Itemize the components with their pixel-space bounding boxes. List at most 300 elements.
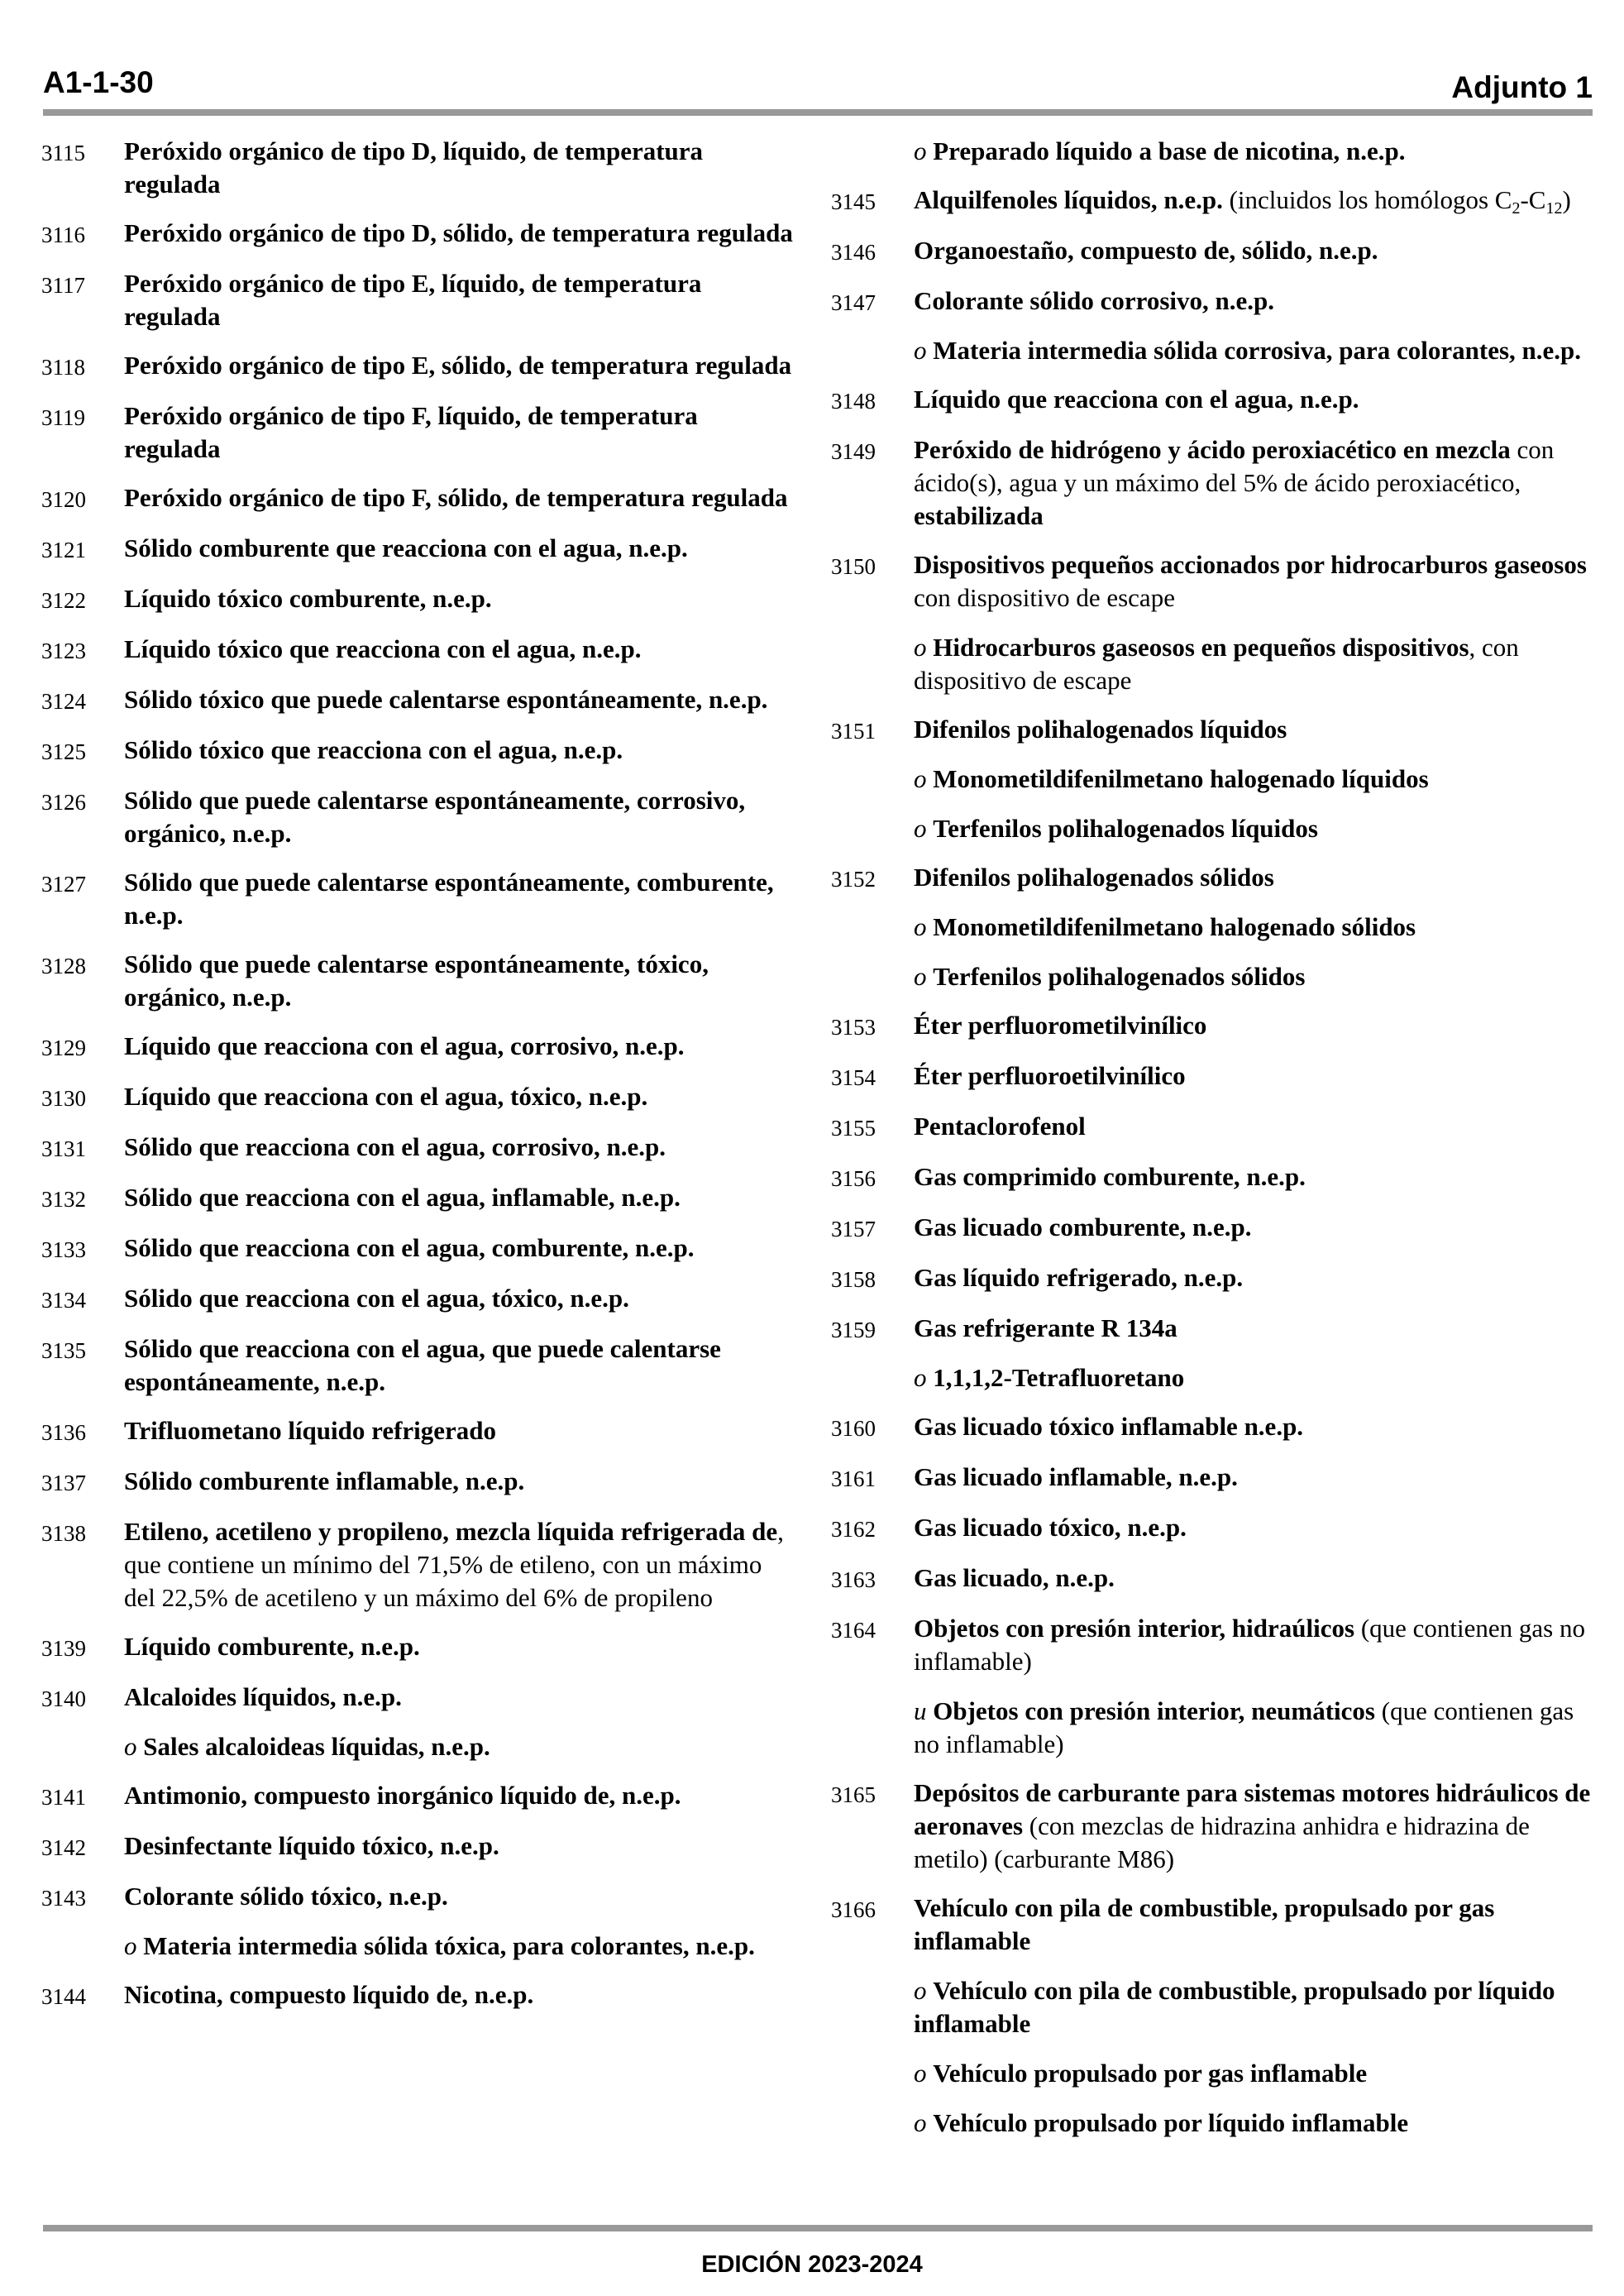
bold-text: Organoestaño, compuesto de, sólido, n.e.p.: [914, 236, 1378, 265]
un-number: 3162: [831, 1517, 876, 1542]
bold-text: Terfenilos polihalogenados líquidos: [933, 814, 1318, 843]
plain-text: (con mezclas de hidrazina anhidra e hidrazina de metilo) (carburante M86): [914, 1811, 1530, 1873]
bold-text: Peróxido orgánico de tipo E, líquido, de temperatura regulada: [124, 269, 702, 331]
plain-text: (incluidos los homólogos C: [1222, 185, 1512, 214]
plain-text: ): [1562, 185, 1571, 214]
entry-line: [124, 1232, 794, 1265]
bold-text: Vehículo con pila de combustible, propulsado por líquido inflamable: [914, 1976, 1555, 2038]
un-entry: [41, 481, 794, 516]
entry-line: [914, 1110, 1592, 1143]
entry-description: [914, 1060, 1592, 1093]
edition-footer: EDICIÓN 2023-2024: [701, 2251, 923, 2278]
entry-line: [914, 1892, 1592, 1958]
alternative-name-line: [914, 1695, 1592, 1761]
un-entry: [831, 433, 1592, 533]
entry-line: [914, 1562, 1592, 1595]
un-entry: [831, 1562, 1592, 1596]
plain-text: con ácido(s), agua y un máximo del 5% de ácido peroxiacético,: [914, 435, 1555, 497]
bold-text: Sólido que reacciona con el agua, corrosivo, n.e.p.: [124, 1132, 666, 1161]
bold-text: Sólido que reacciona con el agua, que puede calentarse espontáneamente, n.e.p.: [124, 1334, 721, 1396]
bold-text: Vehículo propulsado por gas inflamable: [933, 2059, 1368, 2088]
un-number: 3115: [41, 141, 85, 165]
entry-description: [914, 1410, 1592, 1443]
bold-text: Peróxido orgánico de tipo F, líquido, de temperatura regulada: [124, 401, 698, 463]
un-entry: [41, 1414, 794, 1449]
entry-line: [124, 1414, 794, 1447]
entry-description: [914, 184, 1592, 217]
plain-text: -C: [1520, 185, 1546, 214]
subscript-text: 2: [1512, 199, 1521, 218]
entry-description: [914, 1160, 1592, 1193]
un-entry: [41, 1181, 794, 1216]
un-entry: [831, 1211, 1592, 1246]
un-number: 3136: [41, 1420, 86, 1445]
entry-line: [124, 1465, 794, 1498]
entry-line: [914, 1461, 1592, 1494]
un-entry: [831, 135, 1592, 168]
entry-description: [124, 1030, 794, 1063]
entry-line: [124, 1978, 794, 2011]
un-number: 3120: [41, 487, 86, 512]
un-number: 3159: [831, 1318, 876, 1342]
bold-text: Peróxido orgánico de tipo E, sólido, de temperatura regulada: [124, 351, 792, 380]
un-entry: [41, 1880, 794, 1963]
bold-text: Gas comprimido comburente, n.e.p.: [914, 1162, 1306, 1191]
un-entry: [41, 784, 794, 850]
plain-text: , que contiene un mínimo del 71,5% de etileno, con un máximo del 22,5% de acetileno y un máximo del 6% de propileno: [124, 1517, 784, 1612]
entry-line: [124, 217, 794, 250]
connector-text: u: [914, 1696, 934, 1725]
bold-text: Peróxido de hidrógeno y ácido peroxiacético en mezcla: [914, 435, 1511, 464]
bold-text: Líquido tóxico que reacciona con el agua, n.e.p.: [124, 634, 642, 663]
un-entry: [831, 1410, 1592, 1445]
un-number: 3127: [41, 872, 86, 897]
entry-description: [124, 582, 794, 615]
entry-line: [124, 1681, 794, 1714]
entry-line: [914, 1160, 1592, 1193]
un-number: 3131: [41, 1136, 86, 1161]
entry-line: [914, 1009, 1592, 1042]
entry-line: [914, 1211, 1592, 1244]
entry-description: [124, 532, 794, 565]
bold-text: Nicotina, compuesto líquido de, n.e.p.: [124, 1980, 534, 2009]
bold-text: Trifluometano líquido refrigerado: [124, 1416, 497, 1445]
entry-description: [124, 1181, 794, 1214]
un-number: 3166: [831, 1897, 876, 1922]
un-number: 3153: [831, 1015, 876, 1040]
alternative-name-line: [914, 2107, 1592, 2140]
connector-text: o: [914, 633, 934, 662]
bold-text: Hidrocarburos gaseosos en pequeños dispositivos: [933, 633, 1469, 662]
entry-line: [124, 349, 794, 382]
un-entry: [41, 582, 794, 617]
entry-description: [124, 1978, 794, 2011]
un-number: 3132: [41, 1187, 86, 1212]
entry-line: [124, 532, 794, 565]
un-entry: [831, 1892, 1592, 2140]
entry-line: [914, 383, 1592, 416]
un-entry: [831, 1110, 1592, 1145]
un-entry: [41, 1332, 794, 1399]
connector-text: o: [914, 764, 934, 793]
entry-description: [124, 1630, 794, 1663]
bold-text: Peróxido orgánico de tipo D, líquido, de temperatura regulada: [124, 136, 704, 199]
bold-text: Materia intermedia sólida tóxica, para colorantes, n.e.p.: [143, 1931, 755, 1960]
entry-description: [914, 1261, 1592, 1294]
un-number: 3156: [831, 1166, 876, 1191]
bold-text: Gas licuado comburente, n.e.p.: [914, 1213, 1252, 1241]
attachment-label: Adjunto 1: [1451, 70, 1593, 104]
un-number: 3145: [831, 189, 876, 214]
un-number: 3165: [831, 1782, 876, 1807]
entry-description: [914, 1612, 1592, 1761]
bold-text: Monometildifenilmetano halogenado sólidos: [933, 912, 1416, 941]
bold-text: Sólido que puede calentarse espontáneamente, corrosivo, orgánico, n.e.p.: [124, 786, 746, 848]
un-entry: [41, 1030, 794, 1064]
entry-line: [914, 234, 1592, 267]
bold-text: Alquilfenoles líquidos, n.e.p.: [914, 185, 1223, 214]
bold-text: Gas licuado inflamable, n.e.p.: [914, 1462, 1238, 1491]
alternative-name-line: [124, 1930, 794, 1963]
entry-description: [124, 1830, 794, 1863]
un-number: 3152: [831, 867, 876, 892]
entry-line: [124, 135, 794, 201]
entry-description: [124, 683, 794, 716]
un-number: 3149: [831, 439, 876, 464]
plain-text: , con dispositivo de escape: [914, 633, 1519, 695]
un-entry: [831, 383, 1592, 418]
bold-text: estabilizada: [914, 501, 1044, 530]
entry-description: [124, 784, 794, 850]
bold-text: Sales alcaloideas líquidas, n.e.p.: [143, 1732, 490, 1761]
alternative-name-line: [914, 812, 1592, 845]
left-column: [41, 135, 794, 2029]
entry-description: [914, 861, 1592, 993]
entry-line: [914, 1410, 1592, 1443]
entry-description: [124, 481, 794, 514]
entry-line: [914, 1511, 1592, 1544]
bold-text: Éter perfluoroetilvinílico: [914, 1061, 1186, 1090]
un-number: 3123: [41, 639, 86, 663]
subscript-text: 12: [1545, 199, 1563, 218]
entry-line: [914, 1261, 1592, 1294]
entry-line: [124, 1779, 794, 1812]
entry-description: [124, 948, 794, 1014]
un-number: 3138: [41, 1521, 86, 1546]
connector-text: o: [124, 1732, 144, 1761]
bold-text: Objetos con presión interior, hidraúlicos: [914, 1614, 1355, 1643]
entry-description: [914, 1009, 1592, 1042]
entry-description: [124, 1414, 794, 1447]
connector-text: o: [914, 1363, 934, 1392]
un-number: 3129: [41, 1036, 86, 1060]
bold-text: Preparado líquido a base de nicotina, n.e.p.: [933, 136, 1406, 165]
alternative-name-line: [914, 1361, 1592, 1394]
un-entry: [831, 713, 1592, 845]
entry-line: [124, 1880, 794, 1913]
un-number: 3164: [831, 1618, 876, 1643]
connector-text: o: [124, 1931, 144, 1960]
un-entry: [831, 548, 1592, 697]
entry-description: [914, 433, 1592, 533]
bold-text: Sólido tóxico que reacciona con el agua, n.e.p.: [124, 735, 623, 764]
entry-description: [914, 1110, 1592, 1143]
bold-text: Difenilos polihalogenados líquidos: [914, 715, 1287, 744]
un-number: 3122: [41, 588, 86, 613]
bold-text: Sólido que reacciona con el agua, comburente, n.e.p.: [124, 1233, 695, 1262]
bold-text: Colorante sólido corrosivo, n.e.p.: [914, 286, 1274, 315]
entry-description: [124, 267, 794, 333]
bold-text: Líquido que reacciona con el agua, n.e.p.: [914, 385, 1359, 414]
un-entry: [41, 1681, 794, 1763]
entry-line: [124, 1131, 794, 1164]
entry-line: [124, 683, 794, 716]
un-entry: [41, 1232, 794, 1266]
entry-description: [914, 1562, 1592, 1595]
connector-text: o: [914, 814, 934, 843]
bold-text: Vehículo propulsado por líquido inflamable: [933, 2108, 1409, 2137]
un-number: 3141: [41, 1785, 86, 1810]
un-entry: [831, 234, 1592, 269]
footer-rule: [43, 2225, 1593, 2231]
un-entry: [41, 1779, 794, 1814]
page-number: A1-1-30: [43, 65, 154, 99]
bold-text: Terfenilos polihalogenados sólidos: [933, 962, 1306, 991]
un-number: 3157: [831, 1217, 876, 1241]
entry-description: [914, 1892, 1592, 2140]
entry-line: [124, 1181, 794, 1214]
un-entry: [831, 1261, 1592, 1296]
un-entry: [831, 1612, 1592, 1761]
un-number: 3150: [831, 554, 876, 579]
un-entry: [41, 1515, 794, 1614]
entry-line: [124, 582, 794, 615]
un-entry: [41, 948, 794, 1014]
entry-description: [914, 1511, 1592, 1544]
entry-line: [914, 1312, 1592, 1345]
un-number: 3126: [41, 790, 86, 815]
un-entry: [831, 285, 1592, 367]
entry-line: [124, 1332, 794, 1399]
entry-description: [914, 383, 1592, 416]
entry-line: [124, 481, 794, 514]
entry-line: [914, 184, 1592, 217]
un-number: 3116: [41, 222, 85, 247]
bold-text: Objetos con presión interior, neumáticos: [933, 1696, 1375, 1725]
entry-line: [124, 1630, 794, 1663]
entry-line: [124, 1282, 794, 1315]
un-entry: [41, 217, 794, 251]
un-number: 3139: [41, 1636, 86, 1661]
un-entry: [41, 866, 794, 932]
entry-description: [914, 234, 1592, 267]
bold-text: Difenilos polihalogenados sólidos: [914, 863, 1274, 892]
bold-text: Vehículo con pila de combustible, propulsado por gas inflamable: [914, 1893, 1495, 1955]
entry-line: [124, 866, 794, 932]
bold-text: Gas licuado, n.e.p.: [914, 1563, 1115, 1592]
bold-text: Materia intermedia sólida corrosiva, para colorantes, n.e.p.: [933, 336, 1582, 365]
un-entry: [41, 633, 794, 667]
bold-text: Líquido que reacciona con el agua, corrosivo, n.e.p.: [124, 1031, 685, 1060]
alternative-name-line: [914, 631, 1592, 697]
un-entry: [41, 532, 794, 567]
bold-text: Colorante sólido tóxico, n.e.p.: [124, 1882, 448, 1911]
entry-line: [914, 713, 1592, 746]
entry-description: [124, 135, 794, 201]
connector-text: o: [914, 962, 934, 991]
un-entry: [831, 1009, 1592, 1044]
bold-text: Alcaloides líquidos, n.e.p.: [124, 1682, 402, 1711]
entry-description: [914, 713, 1592, 845]
bold-text: Monometildifenilmetano halogenado líquidos: [933, 764, 1429, 793]
right-column: [831, 135, 1592, 2155]
un-number: 3121: [41, 538, 86, 562]
un-entry: [831, 1461, 1592, 1495]
un-number: 3134: [41, 1288, 86, 1313]
entry-description: [124, 866, 794, 932]
un-entry: [41, 683, 794, 718]
un-number: 3160: [831, 1416, 876, 1441]
un-number: 3158: [831, 1267, 876, 1292]
un-number: 3142: [41, 1835, 86, 1860]
un-entry: [41, 1282, 794, 1317]
entry-line: [914, 1777, 1592, 1876]
un-number: 3154: [831, 1065, 876, 1090]
alternative-name-line: [914, 1974, 1592, 2040]
un-number: 3128: [41, 954, 86, 978]
entry-line: [124, 399, 794, 466]
un-number: 3130: [41, 1086, 86, 1111]
entry-description: [914, 135, 1592, 168]
un-entry: [831, 184, 1592, 218]
alternative-name-line: [914, 2057, 1592, 2090]
entry-description: [124, 1232, 794, 1265]
entry-description: [124, 399, 794, 466]
entry-line: [124, 633, 794, 666]
alternative-name-line: [914, 334, 1592, 367]
un-number: 3133: [41, 1237, 86, 1262]
bold-text: Gas licuado tóxico, n.e.p.: [914, 1513, 1187, 1542]
bold-text: Etileno, acetileno y propileno, mezcla líquida refrigerada de: [124, 1517, 778, 1546]
un-entry: [831, 1060, 1592, 1094]
bold-text: Sólido que puede calentarse espontáneamente, tóxico, orgánico, n.e.p.: [124, 949, 709, 1012]
bold-text: Líquido tóxico comburente, n.e.p.: [124, 584, 492, 613]
un-entry: [831, 1511, 1592, 1546]
bold-text: Pentaclorofenol: [914, 1112, 1086, 1141]
entry-description: [124, 633, 794, 666]
un-number: 3163: [831, 1567, 876, 1592]
un-entry: [831, 861, 1592, 993]
entry-description: [124, 1681, 794, 1763]
entry-description: [914, 1312, 1592, 1394]
un-entry: [41, 1465, 794, 1500]
un-number: 3148: [831, 389, 876, 414]
entry-line: [914, 1612, 1592, 1678]
un-number: 3144: [41, 1984, 86, 2009]
bold-text: Sólido que reacciona con el agua, inflamable, n.e.p.: [124, 1183, 681, 1212]
bold-text: Sólido que puede calentarse espontáneamente, comburente, n.e.p.: [124, 868, 774, 930]
entry-description: [914, 285, 1592, 367]
bold-text: Éter perfluorometilvinílico: [914, 1011, 1207, 1040]
entry-line: [124, 1830, 794, 1863]
connector-text: o: [914, 136, 934, 165]
entry-description: [124, 1515, 794, 1614]
entry-line: [914, 1060, 1592, 1093]
un-entry: [41, 1630, 794, 1665]
un-entry: [41, 1830, 794, 1864]
entry-description: [124, 734, 794, 767]
entry-description: [914, 1211, 1592, 1244]
un-number: 3155: [831, 1116, 876, 1141]
connector-text: o: [914, 1976, 934, 2005]
bold-text: Sólido tóxico que puede calentarse espontáneamente, n.e.p.: [124, 685, 768, 714]
bold-text: Antimonio, compuesto inorgánico líquido de, n.e.p.: [124, 1781, 681, 1810]
un-entry: [831, 1160, 1592, 1195]
un-entry: [41, 1131, 794, 1165]
entry-line: [124, 734, 794, 767]
un-number: 3135: [41, 1338, 86, 1363]
entry-line: [124, 1080, 794, 1113]
bold-text: Sólido que reacciona con el agua, tóxico, n.e.p.: [124, 1284, 629, 1313]
bold-text: Gas refrigerante R 134a: [914, 1313, 1177, 1342]
un-number: 3143: [41, 1886, 86, 1911]
un-entry: [41, 135, 794, 201]
un-entry: [831, 1312, 1592, 1394]
un-number: [831, 135, 914, 136]
entry-line: [914, 433, 1592, 533]
alternative-name-line: [914, 960, 1592, 993]
bold-text: Sólido comburente que reacciona con el agua, n.e.p.: [124, 533, 688, 562]
entry-line: [914, 135, 1592, 168]
un-number: 3140: [41, 1686, 86, 1711]
un-number: 3124: [41, 689, 86, 714]
entry-line: [914, 285, 1592, 318]
entry-line: [124, 1515, 794, 1614]
bold-text: Líquido comburente, n.e.p.: [124, 1632, 420, 1661]
entry-description: [914, 1461, 1592, 1494]
un-entry: [41, 399, 794, 466]
entry-line: [124, 948, 794, 1014]
entry-description: [124, 1779, 794, 1812]
un-number: 3125: [41, 739, 86, 764]
entry-description: [914, 1777, 1592, 1876]
entry-description: [124, 1332, 794, 1399]
plain-text: (que contienen gas no inflamable): [914, 1614, 1585, 1676]
entry-description: [124, 349, 794, 382]
bold-text: Gas licuado tóxico inflamable n.e.p.: [914, 1412, 1304, 1441]
bold-text: 1,1,1,2-Tetrafluoretano: [933, 1363, 1185, 1392]
entry-description: [124, 1080, 794, 1113]
un-entry: [831, 1777, 1592, 1876]
connector-text: o: [914, 912, 934, 941]
alternative-name-line: [914, 911, 1592, 944]
entry-line: [124, 1030, 794, 1063]
bold-text: Líquido que reacciona con el agua, tóxico, n.e.p.: [124, 1082, 648, 1111]
plain-text: con dispositivo de escape: [914, 583, 1175, 612]
entry-description: [124, 1880, 794, 1963]
bold-text: Desinfectante líquido tóxico, n.e.p.: [124, 1831, 499, 1860]
bold-text: Peróxido orgánico de tipo F, sólido, de temperatura regulada: [124, 483, 788, 512]
bold-text: Depósitos de carburante para sistemas motores hidráulicos de aeronaves: [914, 1778, 1591, 1840]
entry-description: [124, 1131, 794, 1164]
connector-text: o: [914, 2108, 934, 2137]
un-number: 3117: [41, 273, 85, 298]
bold-text: Gas líquido refrigerado, n.e.p.: [914, 1263, 1244, 1292]
bold-text: Sólido comburente inflamable, n.e.p.: [124, 1466, 525, 1495]
entry-description: [124, 1465, 794, 1498]
alternative-name-line: [124, 1730, 794, 1763]
entry-description: [124, 217, 794, 250]
